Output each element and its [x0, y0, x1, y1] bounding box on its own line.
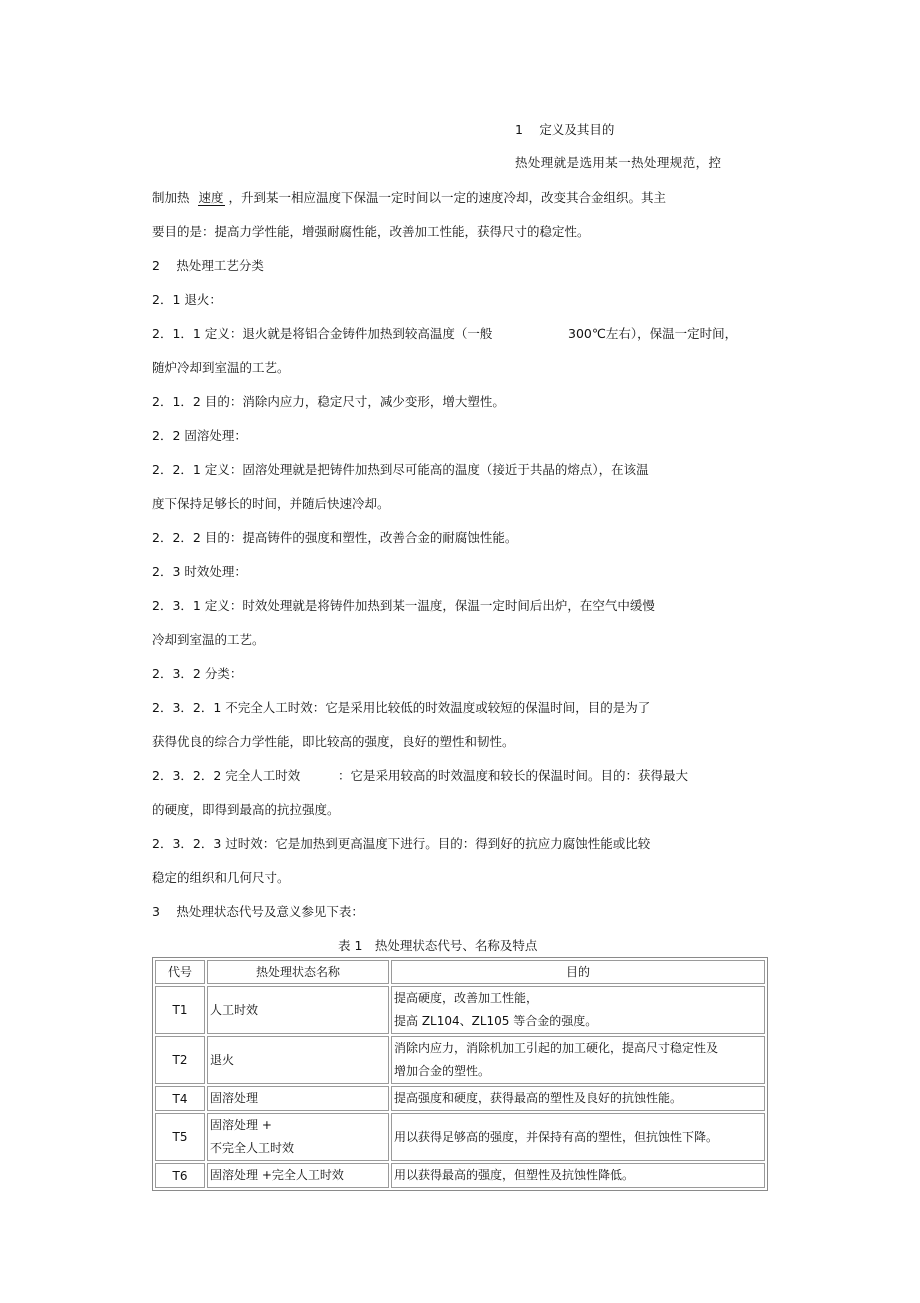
section-2-3-2-3-line-1: 2．3．2．3 过时效：它是加热到更高温度下进行。目的：得到好的抗应力腐蚀性能或比较 — [152, 836, 651, 851]
speed-link[interactable]: 速度 — [198, 190, 224, 205]
section-2-2-2: 2．2．2 目的：提高铸件的强度和塑性，改善合金的耐腐蚀性能。 — [152, 530, 518, 545]
section-2-2-1-line-2: 度下保持足够长的时间，并随后快速冷却。 — [152, 496, 390, 511]
row-purpose — [391, 986, 765, 1034]
para-1-line-2-end: ，升到某一相应温度下保温一定时间以一定的速度冷却，改变其合金组织。其主 — [228, 190, 667, 205]
row-name — [207, 1086, 389, 1111]
section-2-3-2-1-line-1: 2．3．2．1 不完全人工时效：它是采用比较低的时效温度或较短的保温时间，目的是为了 — [152, 700, 651, 715]
row-purpose — [391, 1036, 765, 1084]
section-2-heading: 2 热处理工艺分类 — [152, 258, 264, 273]
para-1-line-3: 要目的是：提高力学性能，增强耐腐性能，改善加工性能，获得尺寸的稳定性。 — [152, 224, 590, 239]
section-2-1-1-line-2: 随炉冷却到室温的工艺。 — [152, 360, 290, 375]
purpose-line: 用以获得足够高的强度，并保持有高的塑性，但抗蚀性下降。 — [394, 1129, 719, 1144]
section-2-3-2-heading: 2．3．2 分类： — [152, 666, 243, 681]
purpose-line: 提高强度和硬度，获得最高的塑性及良好的抗蚀性能。 — [394, 1091, 683, 1105]
section-1-heading: 1 定义及其目的 — [515, 122, 615, 137]
row-purpose — [391, 1113, 765, 1161]
section-2-3-2-3-line-2: 稳定的组织和几何尺寸。 — [152, 870, 290, 885]
header-purpose: 目的 — [391, 960, 765, 984]
purpose-line: 增加合金的塑性。 — [394, 1064, 491, 1078]
row-code: T1 — [155, 986, 205, 1034]
row-name — [207, 986, 389, 1034]
name-line: 固溶处理 +完全人工时效 — [210, 1168, 344, 1182]
section-2-3-2-1-line-2: 获得优良的综合力学性能，即比较高的强度，良好的塑性和韧性。 — [152, 734, 515, 749]
section-2-3-heading: 2．3 时效处理： — [152, 564, 247, 579]
section-2-1-1-line-1b: 300℃左右），保温一定时间， — [568, 326, 738, 341]
purpose-line: 提高硬度，改善加工性能， — [394, 991, 539, 1005]
para-1-line-1: 热处理就是选用某一热处理规范，控 — [515, 155, 722, 170]
row-purpose — [391, 1086, 765, 1111]
name-line: 人工时效 — [210, 1002, 259, 1017]
row-purpose — [391, 1163, 765, 1188]
row-code: T6 — [155, 1163, 205, 1188]
table-header-row — [155, 960, 765, 984]
section-2-3-1-line-1: 2．3．1 定义：时效处理就是将铸件加热到某一温度，保温一定时间后出炉，在空气中缓慢 — [152, 598, 655, 613]
section-2-2-heading: 2．2 固溶处理： — [152, 428, 247, 443]
para-1-line-2 — [152, 190, 666, 206]
section-2-1-2: 2．1．2 目的：消除内应力，稳定尺寸，减少变形，增大塑性。 — [152, 394, 505, 409]
row-code: T2 — [155, 1036, 205, 1084]
table-row — [155, 1163, 765, 1188]
name-line: 不完全人工时效 — [210, 1141, 295, 1155]
section-2-3-2-2-line-2: 的硬度，即得到最高的抗拉强度。 — [152, 802, 340, 817]
section-2-3-2-2-line-1a: 2．3．2．2 完全人工时效 — [152, 768, 301, 783]
name-line: 退火 — [210, 1052, 235, 1067]
header-name: 热处理状态名称 — [207, 960, 389, 984]
row-name — [207, 1163, 389, 1188]
purpose-line: 用以获得最高的强度，但塑性及抗蚀性降低。 — [394, 1168, 635, 1182]
table-caption: 表 1 热处理状态代号、名称及特点 — [338, 938, 538, 953]
heat-treatment-table — [152, 957, 768, 1191]
name-line: 固溶处理 + — [210, 1118, 272, 1132]
header-code: 代号 — [155, 960, 205, 984]
para-1-line-2-start: 制加热 — [152, 190, 190, 205]
row-code: T4 — [155, 1086, 205, 1111]
purpose-line: 消除内应力，消除机加工引起的加工硬化，提高尺寸稳定性及 — [394, 1041, 719, 1055]
table-row — [155, 1036, 765, 1084]
section-2-3-1-line-2: 冷却到室温的工艺。 — [152, 632, 265, 647]
row-name — [207, 1113, 389, 1161]
section-2-2-1-line-1: 2．2．1 定义：固溶处理就是把铸件加热到尽可能高的温度（接近于共晶的熔点），在该温 — [152, 462, 649, 477]
table-row — [155, 1086, 765, 1111]
section-2-3-2-2-line-1b: ：它是采用较高的时效温度和较长的保温时间。目的：获得最大 — [338, 768, 689, 783]
row-code: T5 — [155, 1113, 205, 1161]
section-2-1-heading: 2．1 退火： — [152, 292, 222, 307]
name-line: 固溶处理 — [210, 1091, 259, 1105]
section-2-1-1-line-1a: 2．1．1 定义：退火就是将铝合金铸件加热到较高温度（一般 — [152, 326, 493, 341]
table-row — [155, 986, 765, 1034]
row-name — [207, 1036, 389, 1084]
section-3-heading: 3 热处理状态代号及意义参见下表： — [152, 904, 364, 919]
purpose-line: 提高 ZL104、ZL105 等合金的强度。 — [394, 1014, 598, 1028]
table-row — [155, 1113, 765, 1161]
